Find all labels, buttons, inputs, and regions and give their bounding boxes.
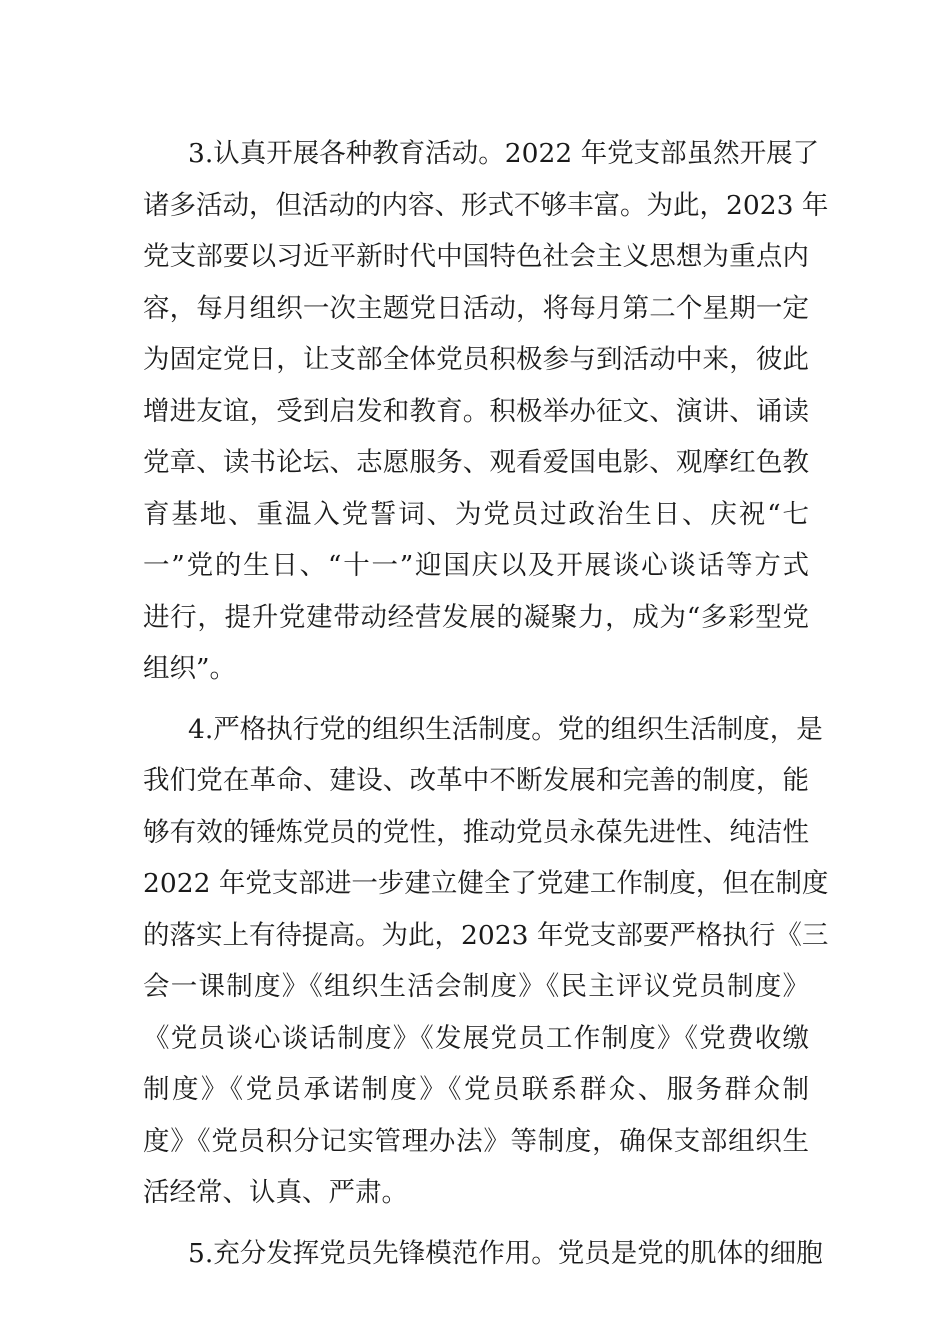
paragraph-line: 够有效的锤炼党员的党性，推动党员永葆先进性、纯洁性 xyxy=(143,816,809,848)
paragraph-line: 2022 年党支部进一步建立健全了党建工作制度，但在制度 xyxy=(143,868,829,899)
paragraph-organizational-life xyxy=(143,704,829,1219)
paragraph-line: 组织”。 xyxy=(143,653,237,684)
paragraph-vanguard-role xyxy=(143,1228,823,1280)
paragraph-education-activities xyxy=(143,128,829,695)
paragraph-line: 制度》《党员承诺制度》《党员联系群众、服务群众制 xyxy=(143,1074,809,1105)
paragraph-line: 活经常、认真、严肃。 xyxy=(143,1177,408,1208)
paragraph-line: 一”党的生日、“十一”迎国庆以及开展谈心谈话等方式 xyxy=(143,550,809,581)
paragraph-line: 党支部要以习近平新时代中国特色社会主义思想为重点内 xyxy=(143,241,809,272)
paragraph-line: 的落实上有待提高。为此，2023 年党支部要严格执行《三 xyxy=(143,919,829,951)
paragraph-line: 增进友谊，受到启发和教育。积极举办征文、演讲、诵读 xyxy=(143,395,809,427)
paragraph-line: 诸多活动，但活动的内容、形式不够丰富。为此，2023 年 xyxy=(143,189,829,221)
paragraph-line: 4.严格执行党的组织生活制度。党的组织生活制度，是 xyxy=(188,713,823,745)
document-body xyxy=(143,128,829,1288)
paragraph-line: 3.认真开展各种教育活动。2022 年党支部虽然开展了 xyxy=(188,138,820,169)
paragraph-line: 党章、读书论坛、志愿服务、观看爱国电影、观摩红色教 xyxy=(143,447,809,478)
paragraph-line: 《党员谈心谈话制度》《发展党员工作制度》《党费收缴 xyxy=(143,1022,809,1054)
paragraph-line: 进行，提升党建带动经营发展的凝聚力，成为“多彩型党 xyxy=(143,601,809,633)
paragraph-line: 为固定党日，让支部全体党员积极参与到活动中来，彼此 xyxy=(143,344,809,375)
paragraph-line: 育基地、重温入党誓词、为党员过政治生日、庆祝“七 xyxy=(143,498,809,530)
paragraph-line: 度》《党员积分记实管理办法》等制度，确保支部组织生 xyxy=(143,1125,809,1157)
paragraph-line: 5.充分发挥党员先锋模范作用。党员是党的肌体的细胞 xyxy=(188,1237,823,1269)
paragraph-line: 我们党在革命、建设、改革中不断发展和完善的制度，能 xyxy=(143,765,809,796)
paragraph-line: 容，每月组织一次主题党日活动，将每月第二个星期一定 xyxy=(143,292,809,324)
paragraph-line: 会一课制度》《组织生活会制度》《民主评议党员制度》 xyxy=(143,971,809,1002)
